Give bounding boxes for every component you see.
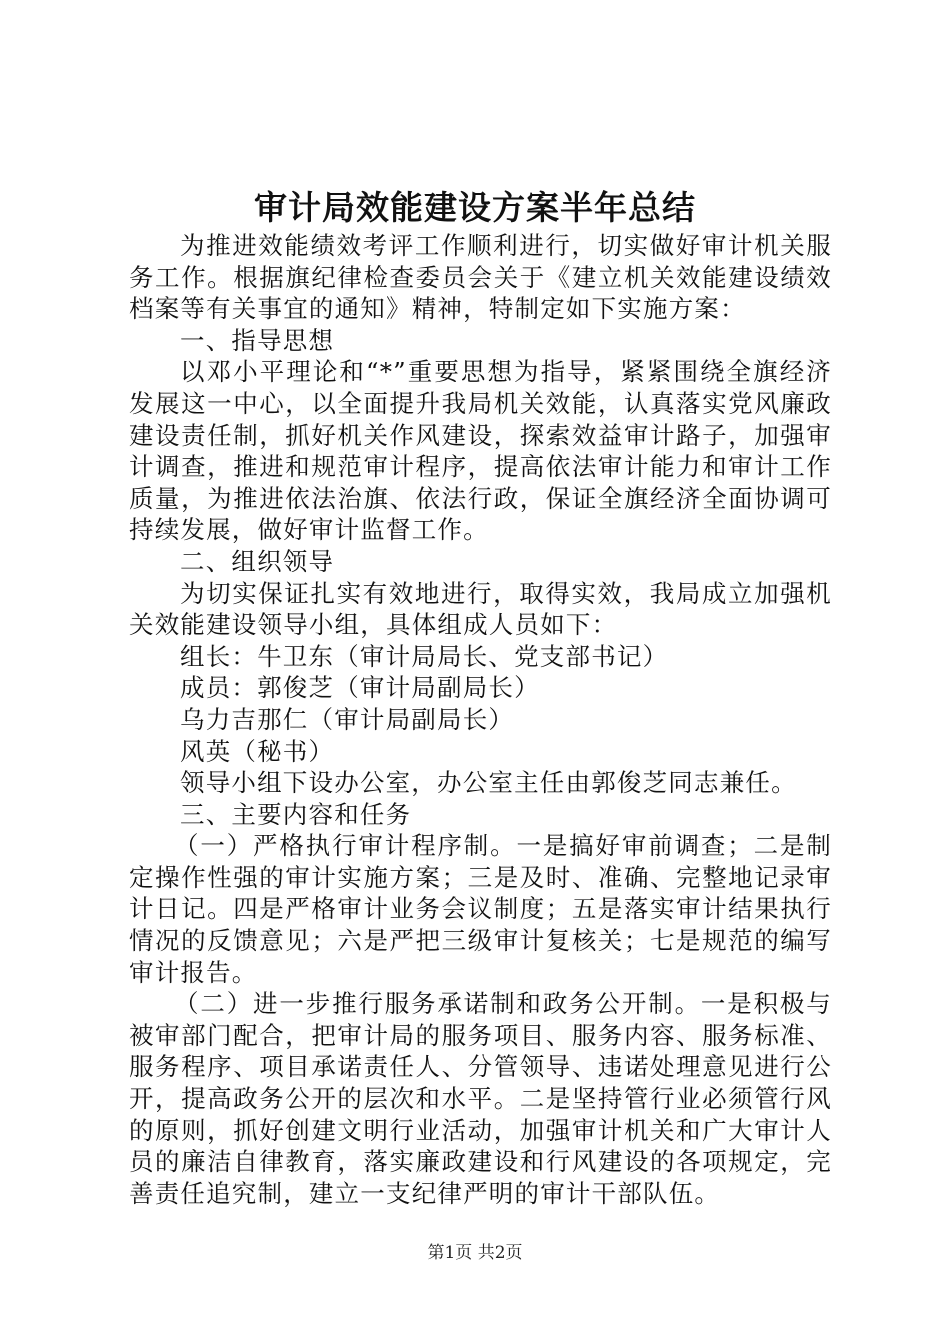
team-member-line-3: 风英（秘书） <box>180 736 335 766</box>
task-one-paragraph: （一）严格执行审计程序制。一是搞好审前调查；二是制定操作性强的审计实施方案；三是及时、准确、完整地记录审计日记。四是严格审计业务会议制度；五是落实审计结果执行情况的反馈意见；六是严把三级审计复核关；七是规范的编写审计报告。 <box>129 831 832 987</box>
team-member-line-2: 乌力吉那仁（审计局副局长） <box>180 704 515 734</box>
guiding-ideology-paragraph: 以邓小平理论和“*”重要思想为指导，紧紧围绕全旗经济发展这一中心，以全面提升我局机关效能，认真落实党风廉政建设责任制，抓好机关作风建设，探索效益审计路子，加强审计调查，推进和规范审计程序，提高依法审计能力和审计工作质量，为推进依法治旗、依法行政，保证全旗经济全面协调可持续发展，做好审计监督工作。 <box>129 357 832 545</box>
organization-paragraph: 为切实保证扎实有效地进行，取得实效，我局成立加强机关效能建设领导小组，具体组成人员如下： <box>129 578 832 640</box>
section-heading-main-tasks: 三、主要内容和任务 <box>180 799 412 829</box>
document-title: 审计局效能建设方案半年总结 <box>254 188 696 227</box>
page-footer: 第1页 共2页 <box>427 1243 523 1263</box>
office-paragraph: 领导小组下设办公室，办公室主任由郭俊芝同志兼任。 <box>180 768 797 798</box>
section-heading-guiding-ideology: 一、指导思想 <box>180 325 335 355</box>
section-heading-organization: 二、组织领导 <box>180 546 335 576</box>
task-two-paragraph: （二）进一步推行服务承诺制和政务公开制。一是积极与被审部门配合，把审计局的服务项目、服务内容、服务标准、服务程序、项目承诺责任人、分管领导、违诺处理意见进行公开，提高政务公开的层次和水平。二是坚持管行业必须管行风的原则，抓好创建文明行业活动，加强审计机关和广大审计人员的廉洁自律教育，落实廉政建设和行风建设的各项规定，完善责任追究制，建立一支纪律严明的审计干部队伍。 <box>129 989 832 1208</box>
team-member-line: 成员：郭俊芝（审计局副局长） <box>180 673 540 703</box>
team-leader-line: 组长：牛卫东（审计局局长、党支部书记） <box>180 641 669 671</box>
intro-paragraph: 为推进效能绩效考评工作顺利进行，切实做好审计机关服务工作。根据旗纪律检查委员会关于《建立机关效能建设绩效档案等有关事宜的通知》精神，特制定如下实施方案： <box>129 231 832 324</box>
document-body <box>129 230 832 1209</box>
